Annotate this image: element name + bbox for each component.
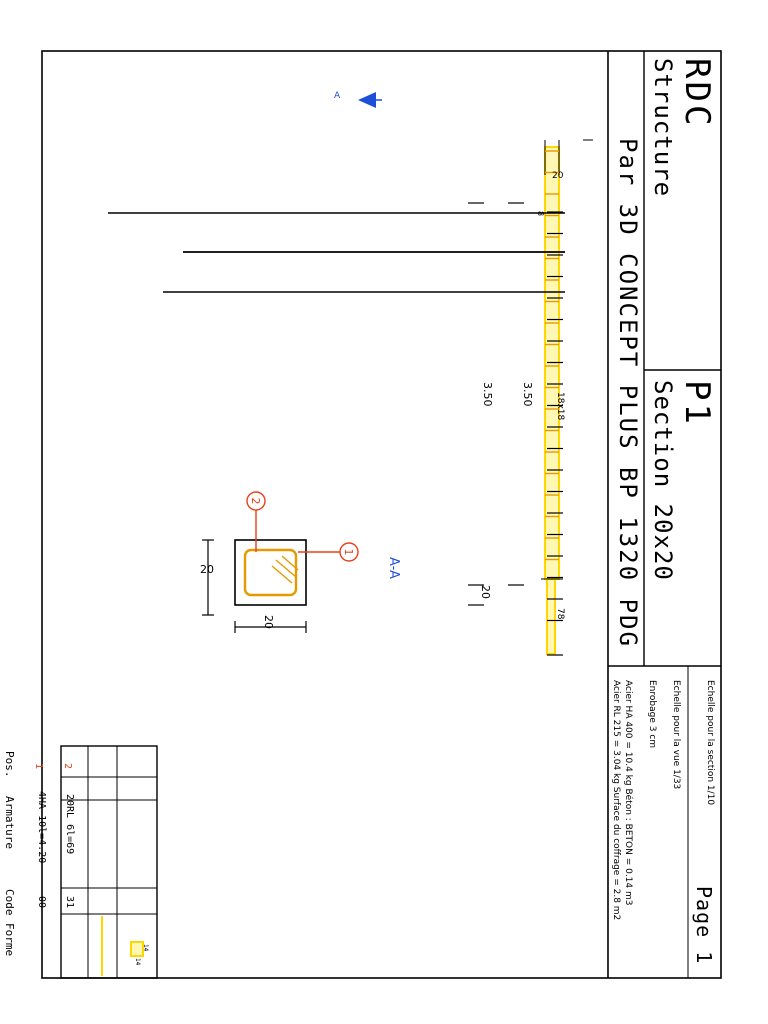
- total-length-label-2: 3.50: [481, 382, 494, 407]
- table-shape-dim-b: 14: [134, 958, 141, 966]
- title-category: Structure: [649, 58, 677, 198]
- notes-cover: Enrobage 3 cm: [647, 680, 657, 749]
- table-header-armature: Armature: [3, 796, 16, 849]
- title-level: RDC: [677, 58, 717, 129]
- table-row1-armature: 4HA 10l=4.20: [36, 791, 47, 864]
- title-page: Page 1: [692, 886, 716, 965]
- section-width-label: 20: [262, 615, 275, 629]
- table-header-pos: Pos.: [3, 751, 16, 778]
- section-height-label: 20: [200, 563, 214, 576]
- table-row1-code: 00: [36, 896, 47, 909]
- dimension-ticks: [468, 203, 524, 605]
- total-length-label-1: 3.50: [521, 382, 534, 407]
- title-section: Section 20x20: [649, 380, 677, 581]
- callout-1-label: 1: [342, 548, 355, 556]
- table-header-code: Code: [3, 889, 16, 916]
- elevation-view: [108, 91, 593, 655]
- title-element: P1: [677, 380, 717, 427]
- notes-scale-view: Echelle pour la vue 1/33: [671, 680, 681, 790]
- stirrup-size-label: 18x18: [555, 392, 565, 421]
- last-spacing-label: 78: [555, 608, 565, 620]
- table-header-forme: Forme: [3, 923, 16, 957]
- title-author: Par 3D CONCEPT PLUS BP 1320 PDG: [614, 138, 642, 648]
- section-mark-label: A: [334, 91, 341, 101]
- column-lap-extension: [547, 579, 555, 654]
- table-shape-dim-a: 14: [142, 944, 149, 952]
- notes-steel-ha: Acier HA 400 = 10.4 kg Béton : BETON = 0.14 m3: [623, 680, 633, 906]
- table-row2-code: 31: [64, 896, 75, 909]
- callout-2-label: 2: [249, 497, 262, 505]
- cross-section-view: [200, 492, 401, 633]
- notes-steel-rl: Acier RL 215 = 3.04 kg Surface du coffrage = 2.8 m2: [611, 680, 621, 921]
- section-cut-arrow: [358, 92, 376, 108]
- extra-length-label: 20: [479, 585, 492, 599]
- column-width-label: 20: [552, 171, 564, 181]
- table-row1-pos: 1: [33, 763, 44, 770]
- first-spacing-label: 8: [536, 211, 545, 217]
- table-row2-pos: 2: [62, 763, 73, 770]
- table-row2-armature: 20RL 6l=69: [64, 794, 75, 855]
- notes-scale-section: Echelle pour la section 1/10: [705, 680, 715, 806]
- section-aa-label: A-A: [386, 557, 401, 579]
